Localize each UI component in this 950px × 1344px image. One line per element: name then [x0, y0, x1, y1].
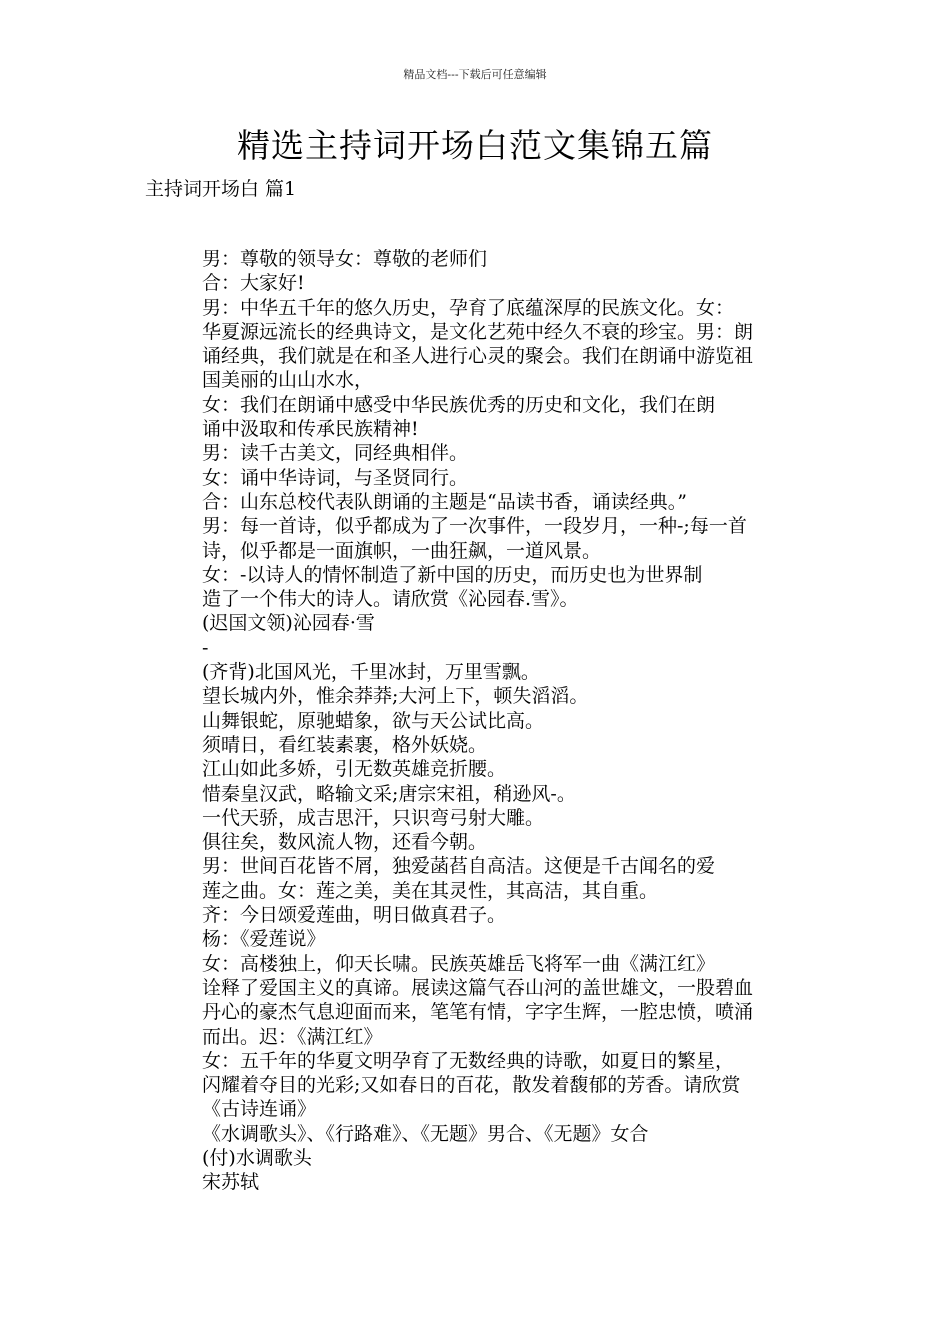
paragraph-line: 男：尊敬的领导女：尊敬的老师们	[202, 248, 488, 270]
paragraph-line: 惜秦皇汉武，略输文采;唐宗宋祖，稍逊风-。	[202, 782, 576, 805]
section-heading: 主持词开场白 篇1	[145, 178, 297, 200]
paragraph-line: 国美丽的山山水水，	[202, 369, 374, 392]
paragraph	[145, 830, 807, 854]
paragraph-line: 女：五千年的华夏文明孕育了无数经典的诗歌，如夏日的繁星，	[202, 1049, 735, 1072]
paragraph-line: 而出。迟：《满江红》	[202, 1025, 383, 1048]
paragraph-line: 诗，似乎都是一面旗帜，一曲狂飙，一道风景。	[202, 539, 602, 562]
paragraph	[145, 806, 807, 830]
paragraph	[145, 271, 807, 295]
paragraph	[145, 757, 807, 781]
paragraph-line: 女：高楼独上，仰天长啸。民族英雄岳飞将军一曲《满江红》	[202, 952, 716, 975]
paragraph-line: 闪耀着夺目的光彩;又如春日的百花，散发着馥郁的芳香。请欣赏	[202, 1074, 741, 1097]
paragraph-line: 莲之曲。女：莲之美，美在其灵性，其高洁，其自重。	[202, 879, 659, 902]
paragraph-line: 山舞银蛇，原驰蜡象，欲与天公试比高。	[202, 709, 545, 732]
paragraph	[145, 247, 807, 271]
paragraph-line: 江山如此多娇，引无数英雄竞折腰。	[202, 758, 507, 781]
paragraph-line: (迟国文领)沁园春·雪	[202, 612, 375, 635]
paragraph-line: 杨：《爱莲说》	[202, 928, 326, 951]
paragraph	[145, 782, 807, 806]
paragraph-line: 女：-以诗人的情怀制造了新中国的历史，而历史也为世界制	[202, 563, 703, 586]
paragraph-line: 齐：今日颂爱莲曲，明日做真君子。	[202, 904, 507, 927]
paragraph-line: 男：中华五千年的悠久历史，孕育了底蕴深厚的民族文化。女：	[202, 296, 735, 319]
paragraph	[145, 636, 807, 660]
paragraph-line: 诵经典，我们就是在和圣人进行心灵的聚会。我们在朗诵中游览祖	[202, 345, 754, 368]
paragraph-line: 诠释了爱国主义的真谛。展读这篇气吞山河的盖世雄文，一股碧血	[202, 976, 754, 999]
paragraph	[145, 441, 807, 465]
paragraph	[145, 1122, 807, 1146]
paragraph	[145, 854, 807, 903]
paragraph	[145, 296, 807, 393]
paragraph-line: 男：读千古美文，同经典相伴。	[202, 442, 469, 465]
paragraph-line: -	[202, 636, 209, 659]
document-title: 精选主持词开场白范文集锦五篇	[237, 126, 713, 165]
paragraph	[145, 611, 807, 635]
paragraph-line: 诵中汲取和传承民族精神!	[202, 418, 419, 441]
paragraph-line: (齐背)北国风光，千里冰封，万里雪飘。	[202, 661, 540, 684]
paragraph	[145, 733, 807, 757]
paragraph-line: 华夏源远流长的经典诗文，是文化艺苑中经久不衰的珍宝。男：朗	[202, 320, 754, 343]
paragraph	[145, 1170, 807, 1194]
paragraph-line: (付)水调歌头	[202, 1146, 312, 1169]
paragraph-line: 须晴日，看红装素裹，格外妖娆。	[202, 733, 488, 756]
paragraph-line: 《水调歌头》、《行路难》、《无题》男合、《无题》女合	[202, 1122, 649, 1145]
paragraph-line: 丹心的豪杰气息迎面而来，笔笔有情，字字生辉，一腔忠愤，喷涌	[202, 1001, 754, 1024]
paragraph	[145, 952, 807, 1049]
paragraph-line: 男：每一首诗，似乎都成为了一次事件，一段岁月，一种-;每一首	[202, 515, 747, 538]
paragraph-line: 宋苏轼	[202, 1171, 260, 1194]
paragraph	[145, 684, 807, 708]
paragraph	[145, 563, 807, 612]
paragraph-line: 女：诵中华诗词，与圣贤同行。	[202, 466, 469, 489]
paragraph-line: 合：大家好!	[202, 272, 305, 295]
paragraph	[145, 466, 807, 490]
paragraph	[145, 903, 807, 927]
paragraph-line: 《古诗连诵》	[202, 1098, 317, 1121]
paragraph	[145, 927, 807, 951]
page-header-note: 精品文档---下载后可任意编辑	[403, 68, 547, 81]
paragraph-line: 合：山东总校代表队朗诵的主题是“品读书香，诵读经典。”	[202, 490, 687, 513]
paragraph	[145, 393, 807, 442]
document-body	[145, 247, 807, 1195]
paragraph	[145, 709, 807, 733]
paragraph	[145, 1049, 807, 1122]
paragraph-line: 望长城内外，惟余莽莽;大河上下，顿失滔滔。	[202, 685, 589, 708]
paragraph	[145, 1146, 807, 1170]
paragraph-line: 女：我们在朗诵中感受中华民族优秀的历史和文化，我们在朗	[202, 393, 716, 416]
paragraph	[145, 490, 807, 563]
paragraph-line: 一代天骄，成吉思汗，只识弯弓射大雕。	[202, 806, 545, 829]
paragraph-line: 俱往矣，数风流人物，还看今朝。	[202, 831, 488, 854]
paragraph-line: 男：世间百花皆不屑，独爱菡萏自高洁。这便是千古闻名的爱	[202, 855, 716, 878]
paragraph-line: 造了一个伟大的诗人。请欣赏《沁园春.雪》。	[202, 588, 579, 611]
paragraph	[145, 660, 807, 684]
